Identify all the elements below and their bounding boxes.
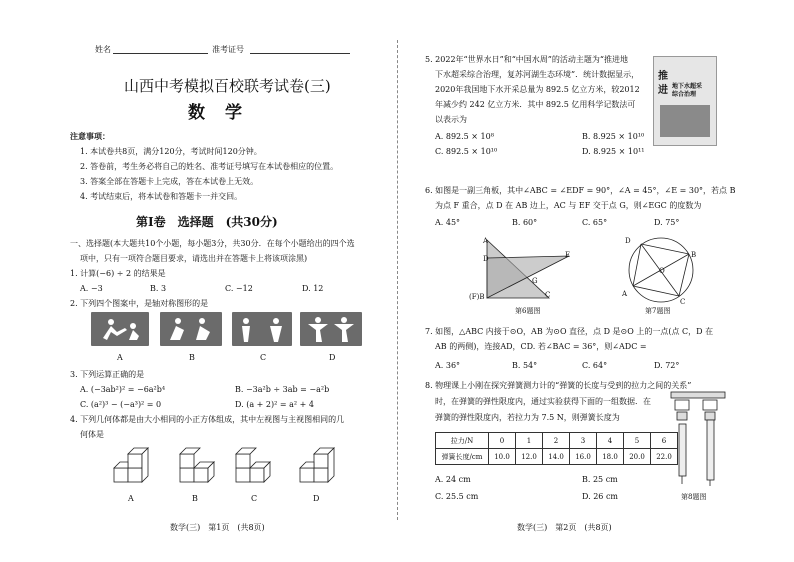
q7-point-a: A bbox=[622, 290, 628, 298]
q3-stem: 3. 下列运算正确的是 bbox=[70, 370, 145, 379]
sport-pictogram-icon bbox=[91, 312, 149, 346]
part1-intro: 项中，只有一项符合题目要求，请选出并在答题卡上将该项涂黑) bbox=[80, 254, 308, 263]
name-label: 姓名 bbox=[95, 45, 111, 54]
notice-heading: 注意事项： bbox=[70, 131, 110, 141]
q3-option-c: C. (a²)³ − (−a³)² = 0 bbox=[80, 400, 162, 409]
q2-label-b: B bbox=[189, 353, 195, 362]
poster-title: 地下水超采 bbox=[672, 83, 703, 90]
q2-figure-d bbox=[300, 312, 362, 346]
part1-intro: 一、选择题(本大题共10个小题，每小题3分，共30分．在每个小题给出的四个选 bbox=[70, 239, 355, 248]
q1-stem: 1. 计算(−6) ÷ 2 的结果是 bbox=[70, 269, 166, 278]
q6-option-a: A. 45° bbox=[435, 218, 461, 227]
q2-figure-b bbox=[160, 312, 222, 346]
q7-option-c: C. 64° bbox=[582, 361, 608, 370]
exam-title: 山西中考模拟百校联考试卷(三) bbox=[124, 77, 331, 95]
q8-spring-figure bbox=[669, 390, 729, 490]
table-cell: 12.0 bbox=[516, 449, 543, 465]
q5-stem: 以表示为 bbox=[435, 115, 467, 124]
q6-figure-caption: 第6题图 bbox=[515, 307, 541, 315]
q2-label-d: D bbox=[329, 353, 336, 362]
q5-option-a: A. 892.5 × 10⁸ bbox=[435, 132, 494, 141]
notice-item: 1. 本试卷共8页，满分120分，考试时间120分钟。 bbox=[80, 147, 262, 156]
table-cell: 6 bbox=[651, 433, 678, 449]
q1-option-d: D. 12 bbox=[302, 284, 324, 293]
section-title: 第Ⅰ卷 选择题 (共30分) bbox=[136, 215, 278, 229]
q8-option-a: A. 24 cm bbox=[435, 475, 471, 484]
right-page bbox=[397, 0, 794, 562]
q4-label-c: C bbox=[251, 494, 258, 503]
q2-figure-c bbox=[232, 312, 292, 346]
q6-point-g: G bbox=[532, 277, 538, 285]
id-label: 准考证号 bbox=[212, 45, 244, 54]
q2-stem: 2. 下列四个图案中，是轴对称图形的是 bbox=[70, 299, 209, 308]
table-cell: 20.0 bbox=[624, 449, 651, 465]
table-cell: 2 bbox=[543, 433, 570, 449]
q5-stem: 下水超采综合治理，复苏河湖生态环境”．统计数据显示， bbox=[435, 70, 640, 79]
q4-stem: 4. 下列几何体都是由大小相同的小正方体组成，其中左视图与主视图相同的几 bbox=[70, 415, 345, 424]
q1-option-c: C. −12 bbox=[225, 284, 253, 293]
q2-figure-a bbox=[91, 312, 149, 346]
q8-data-table bbox=[435, 432, 678, 465]
sport-pictogram-icon bbox=[300, 312, 362, 346]
table-cell: 0 bbox=[489, 433, 516, 449]
q6-option-c: C. 65° bbox=[582, 218, 608, 227]
table-cell: 5 bbox=[624, 433, 651, 449]
q7-option-b: B. 54° bbox=[512, 361, 538, 370]
q2-label-c: C bbox=[260, 353, 267, 362]
q6-point-e: E bbox=[565, 251, 571, 259]
poster-illustration bbox=[660, 105, 710, 137]
q7-point-d: D bbox=[625, 237, 631, 245]
q6-point-c: C bbox=[545, 291, 551, 299]
q1-option-b: B. 3 bbox=[150, 284, 167, 293]
q3-option-a: A. (−3ab²)² = −6a²b⁴ bbox=[80, 385, 166, 394]
q2-label-a: A bbox=[117, 353, 123, 362]
table-cell: 16.0 bbox=[570, 449, 597, 465]
notice-item: 4. 考试结束后，将本试卷和答题卡一并交回。 bbox=[80, 192, 243, 201]
q8-option-c: C. 25.5 cm bbox=[435, 492, 479, 501]
q6-point-d: D bbox=[483, 255, 489, 263]
table-header-cell: 拉力/N bbox=[436, 433, 489, 449]
notice-item: 2. 答卷前，考生务必将自己的姓名、准考证号填写在本试卷相应的位置。 bbox=[80, 162, 339, 171]
subject-title: 数学 bbox=[188, 103, 262, 123]
q8-figure-caption: 第8题图 bbox=[681, 493, 707, 501]
name-blank bbox=[113, 53, 208, 54]
id-blank bbox=[250, 53, 350, 54]
q4-label-a: A bbox=[128, 494, 134, 503]
q5-option-b: B. 8.925 × 10¹⁰ bbox=[582, 132, 645, 141]
table-row bbox=[436, 449, 678, 465]
q5-stem: 年减少约 242 亿立方米．其中 892.5 亿用科学记数法可 bbox=[435, 100, 636, 109]
q4-label-b: B bbox=[192, 494, 198, 503]
q5-stem: 5. 2022年“世界水日”和“中国水周”的活动主题为“推进地 bbox=[425, 55, 628, 64]
q3-option-b: B. −3a²b ÷ 3ab = −a²b bbox=[235, 385, 330, 394]
table-cell: 18.0 bbox=[597, 449, 624, 465]
q3-option-d: D. (a + 2)² = a² + 4 bbox=[235, 400, 314, 409]
q7-point-o: O bbox=[659, 267, 665, 275]
q7-option-a: A. 36° bbox=[435, 361, 461, 370]
q7-point-b: B bbox=[691, 251, 697, 259]
table-cell: 14.0 bbox=[543, 449, 570, 465]
table-cell: 3 bbox=[570, 433, 597, 449]
q8-option-b: B. 25 cm bbox=[582, 475, 618, 484]
q4-solids-figure bbox=[108, 442, 368, 492]
q5-option-c: C. 892.5 × 10¹⁰ bbox=[435, 147, 498, 156]
q5-option-d: D. 8.925 × 10¹¹ bbox=[582, 147, 645, 156]
q4-stem: 何体是 bbox=[80, 430, 104, 439]
q6-point-bf: (F)B bbox=[469, 293, 485, 301]
q7-stem: 7. 如图，△ABC 内接于⊙O，AB 为⊙O 直径，点 D 是⊙O 上的一点(点 C，D 在 bbox=[425, 327, 714, 336]
q5-poster-image bbox=[653, 56, 717, 146]
table-row bbox=[436, 433, 678, 449]
table-cell: 22.0 bbox=[651, 449, 678, 465]
table-cell: 1 bbox=[516, 433, 543, 449]
table-header-cell: 弹簧长度/cm bbox=[436, 449, 489, 465]
q1-option-a: A. −3 bbox=[80, 284, 103, 293]
q8-stem: 8. 物理课上小刚在探究弹簧测力计的“弹簧的长度与受到的拉力之间的关系” bbox=[425, 381, 692, 390]
sport-pictogram-icon bbox=[160, 312, 222, 346]
page-footer: 数学(三) 第2页 (共8页) bbox=[517, 523, 612, 532]
q7-stem: AB 的两侧)，连接AD，CD. 若∠BAC = 36°，则∠ADC = bbox=[435, 342, 647, 351]
sport-pictogram-icon bbox=[232, 312, 292, 346]
table-cell: 10.0 bbox=[489, 449, 516, 465]
q6-stem: 6. 如图是一副三角板，其中∠ABC = ∠EDF = 90°，∠A = 45°，∠E = 30°，若点 B bbox=[425, 186, 736, 195]
q8-stem: 时，在弹簧的弹性限度内，通过实验获得下面的一组数据．在 bbox=[435, 397, 651, 406]
q4-label-d: D bbox=[313, 494, 320, 503]
q6-stem: 为点 F 重合，点 D 在 AB 边上，AC 与 EF 交于点 G，则∠EGC 的度数为 bbox=[435, 201, 702, 210]
notice-item: 3. 答案全部在答题卡上完成，答在本试卷上无效。 bbox=[80, 177, 259, 186]
poster-title: 综合治理 bbox=[672, 91, 697, 98]
q7-option-d: D. 72° bbox=[654, 361, 680, 370]
q8-stem: 弹簧的弹性限度内，若拉力为 7.5 N，则弹簧长度为 bbox=[435, 413, 620, 422]
q7-point-c: C bbox=[680, 298, 686, 306]
q6-point-a: A bbox=[483, 237, 489, 245]
table-cell: 4 bbox=[597, 433, 624, 449]
q6-option-b: B. 60° bbox=[512, 218, 538, 227]
q8-option-d: D. 26 cm bbox=[582, 492, 619, 501]
q6-option-d: D. 75° bbox=[654, 218, 680, 227]
page-footer: 数学(三) 第1页 (共8页) bbox=[170, 523, 265, 532]
q5-stem: 2020年我国地下水开采总量为 892.5 亿立方米，较2012 bbox=[435, 85, 640, 94]
q7-figure-caption: 第7题图 bbox=[645, 307, 671, 315]
poster-title: 进 bbox=[658, 85, 668, 96]
poster-title: 推 bbox=[658, 71, 668, 82]
